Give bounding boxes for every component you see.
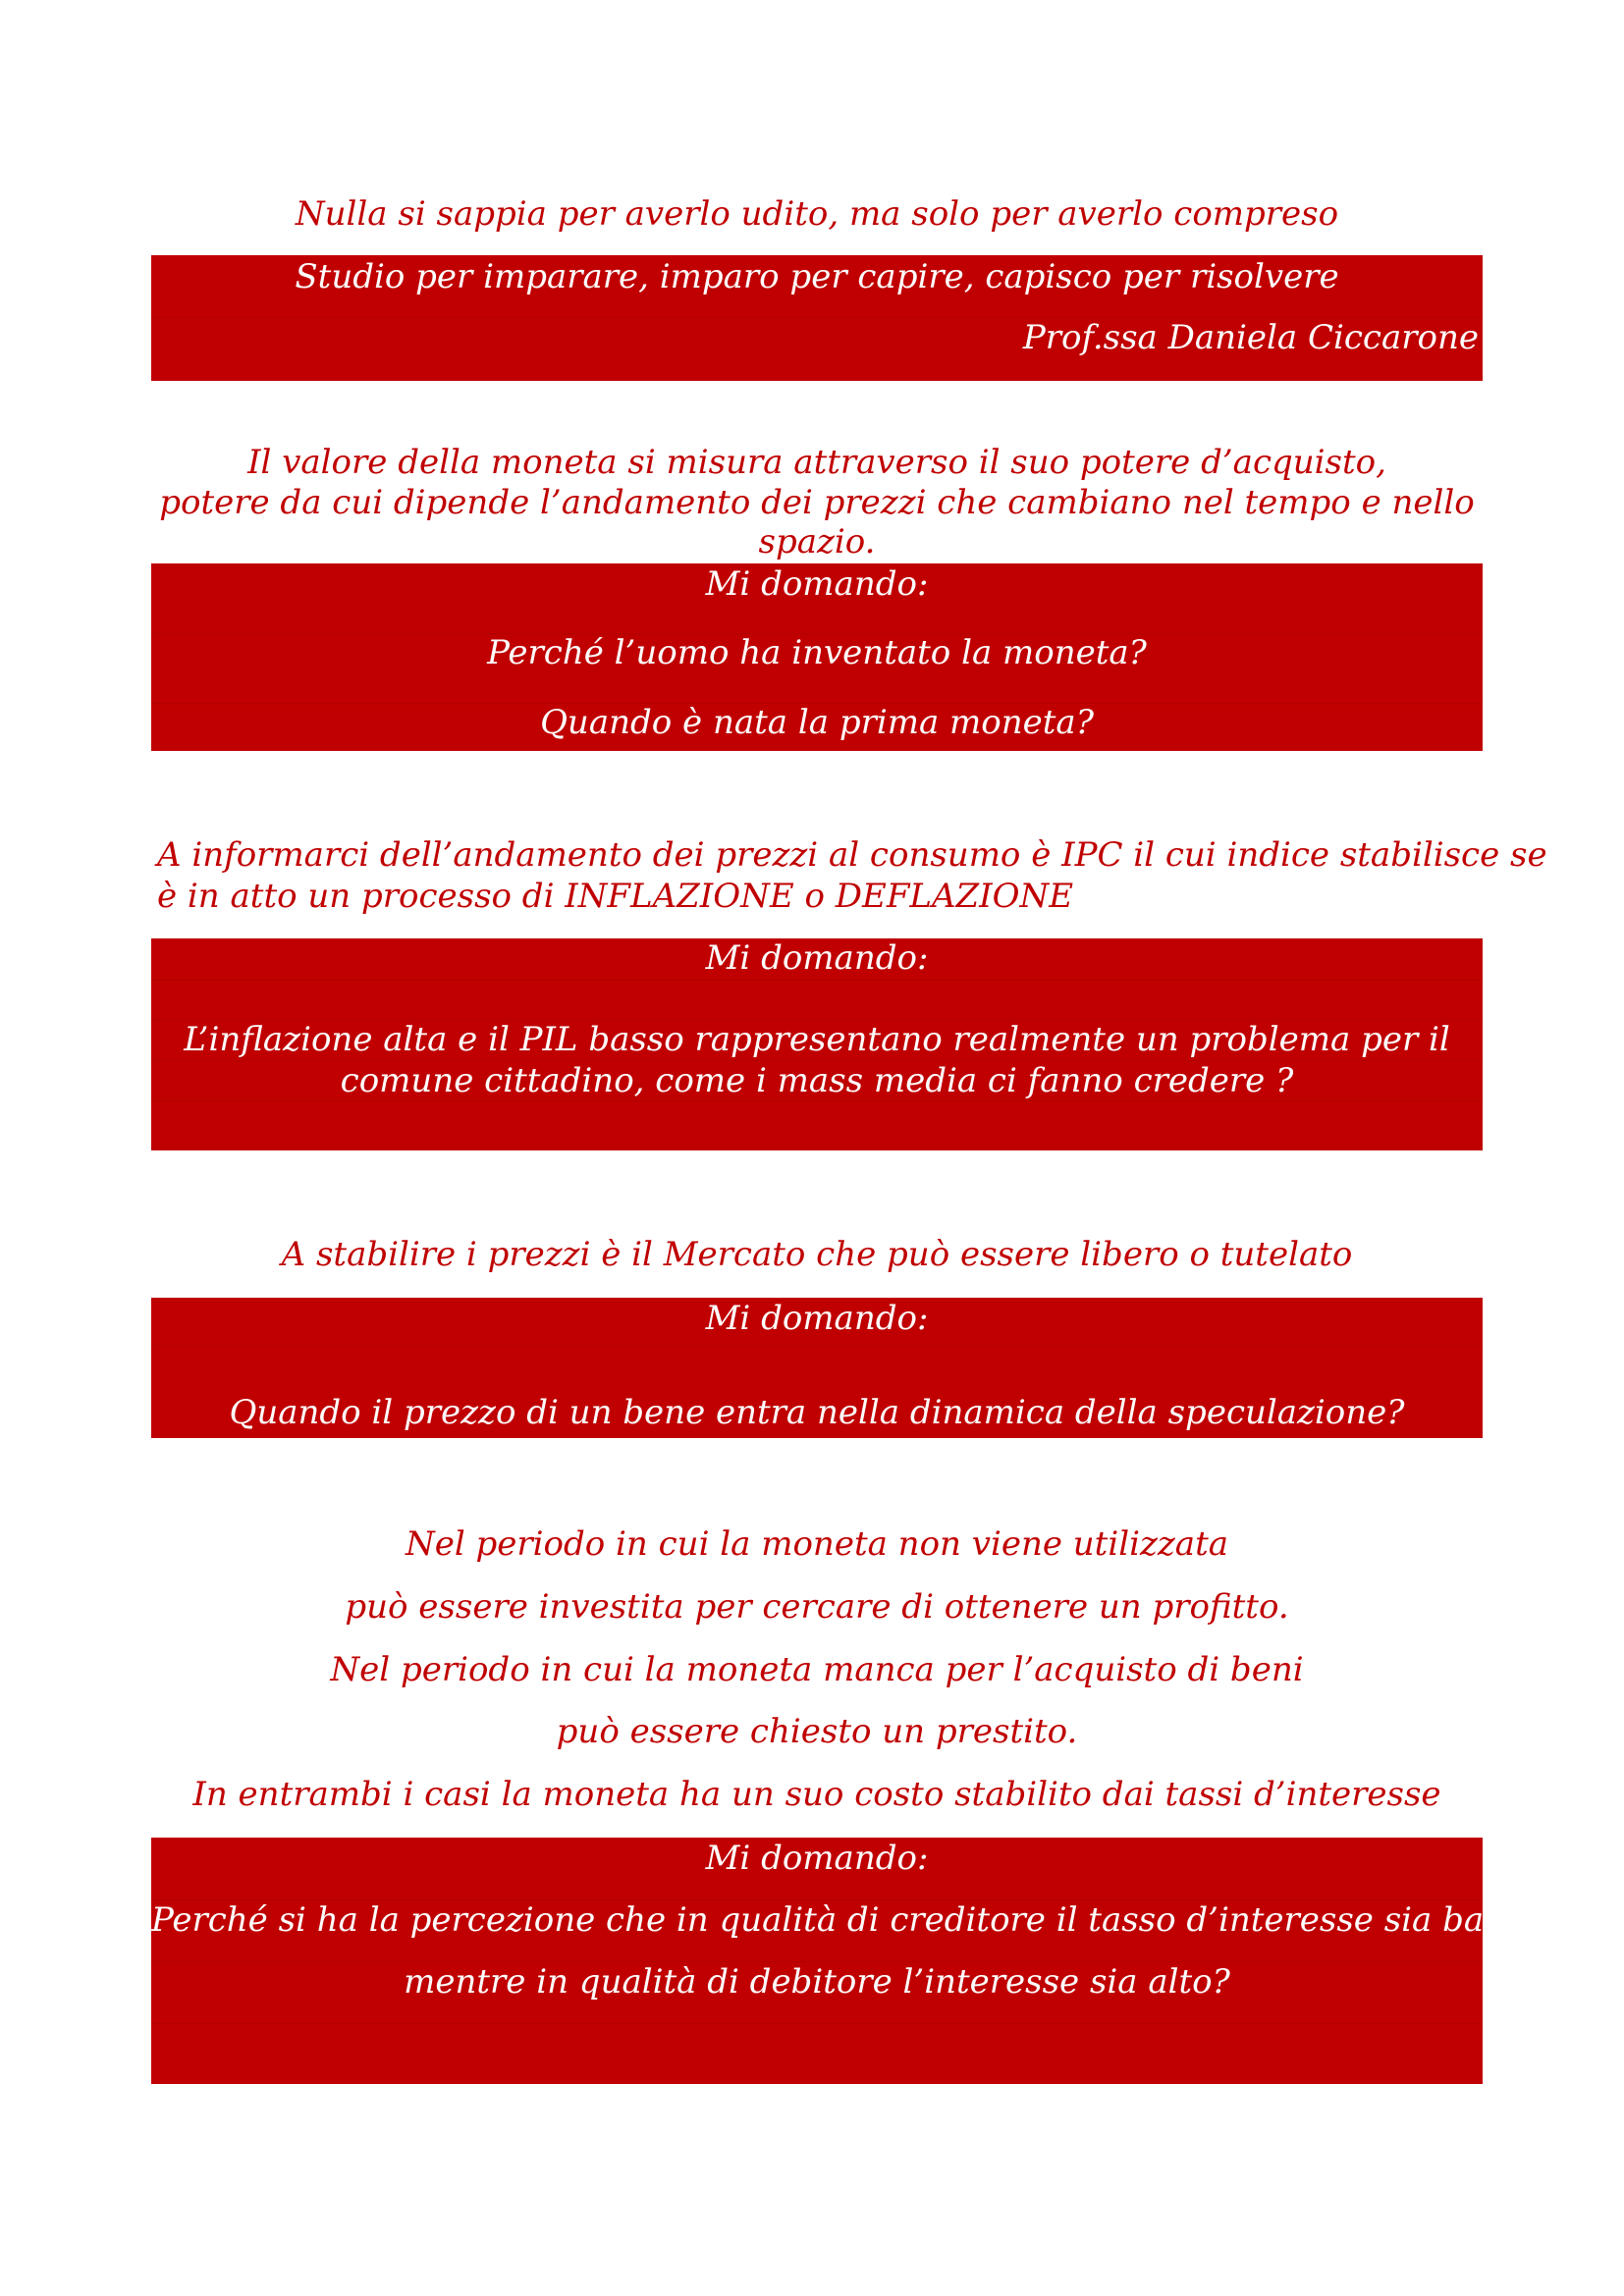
paragraph-line: può essere investita per cercare di ottenere un profitto. <box>345 1587 1289 1627</box>
paragraph-line: spazio. <box>758 522 876 561</box>
question-band <box>151 938 1483 1150</box>
paragraph-line: Nel periodo in cui la moneta manca per l’acquisto di beni <box>330 1650 1304 1689</box>
question-heading: Mi domando: <box>705 938 929 978</box>
paragraph-line: può essere chiesto un prestito. <box>556 1712 1078 1751</box>
quote-line: Nulla si sappia per averlo udito, ma solo per averlo compreso <box>295 194 1339 234</box>
question-text: Perché l’uomo ha inventato la moneta? <box>487 633 1147 672</box>
question-band <box>151 1298 1483 1438</box>
paragraph-line: A stabilire i prezzi è il Mercato che può essere libero o tutelato <box>281 1235 1353 1274</box>
question-text: Perché si ha la percezione che in qualità di creditore il tasso d’interesse sia basso <box>151 1900 1539 1940</box>
paragraph-line: Il valore della moneta si misura attraverso il suo potere d’acquisto, <box>247 443 1386 482</box>
question-band <box>151 1838 1539 2084</box>
question-text: Quando è nata la prima moneta? <box>540 703 1094 742</box>
paragraph-line: è in atto un processo di INFLAZIONE o DEFLAZIONE <box>157 877 1074 916</box>
question-heading: Mi domando: <box>705 1839 929 1878</box>
band-row <box>151 2023 1483 2084</box>
paragraph-line: In entrambi i casi la moneta ha un suo costo stabilito dai tassi d’interesse <box>192 1775 1441 1814</box>
motto-line: Studio per imparare, imparo per capire, capisco per risolvere <box>295 257 1339 296</box>
paragraph-line: A informarci dell’andamento dei prezzi al consumo è IPC il cui indice stabilisce se <box>157 835 1547 875</box>
question-text: Quando il prezzo di un bene entra nella dinamica della speculazione? <box>229 1393 1405 1432</box>
quote-band <box>151 255 1483 381</box>
paragraph-line: Nel periodo in cui la moneta non viene utilizzata <box>405 1524 1228 1564</box>
question-text: comune cittadino, come i mass media ci fanno credere ? <box>340 1061 1294 1100</box>
question-text: L’inflazione alta e il PIL basso rappresentano realmente un problema per il <box>184 1020 1450 1059</box>
question-text: mentre in qualità di debitore l’interesse sia alto? <box>404 1962 1230 2002</box>
band-row <box>151 980 1483 1020</box>
band-row <box>151 1100 1483 1150</box>
question-heading: Mi domando: <box>705 564 929 604</box>
question-heading: Mi domando: <box>705 1299 929 1338</box>
question-band <box>151 563 1483 751</box>
paragraph-line: potere da cui dipende l’andamento dei prezzi che cambiano nel tempo e nello <box>159 483 1475 522</box>
author-name: Prof.ssa Daniela Ciccarone <box>1022 318 1479 357</box>
